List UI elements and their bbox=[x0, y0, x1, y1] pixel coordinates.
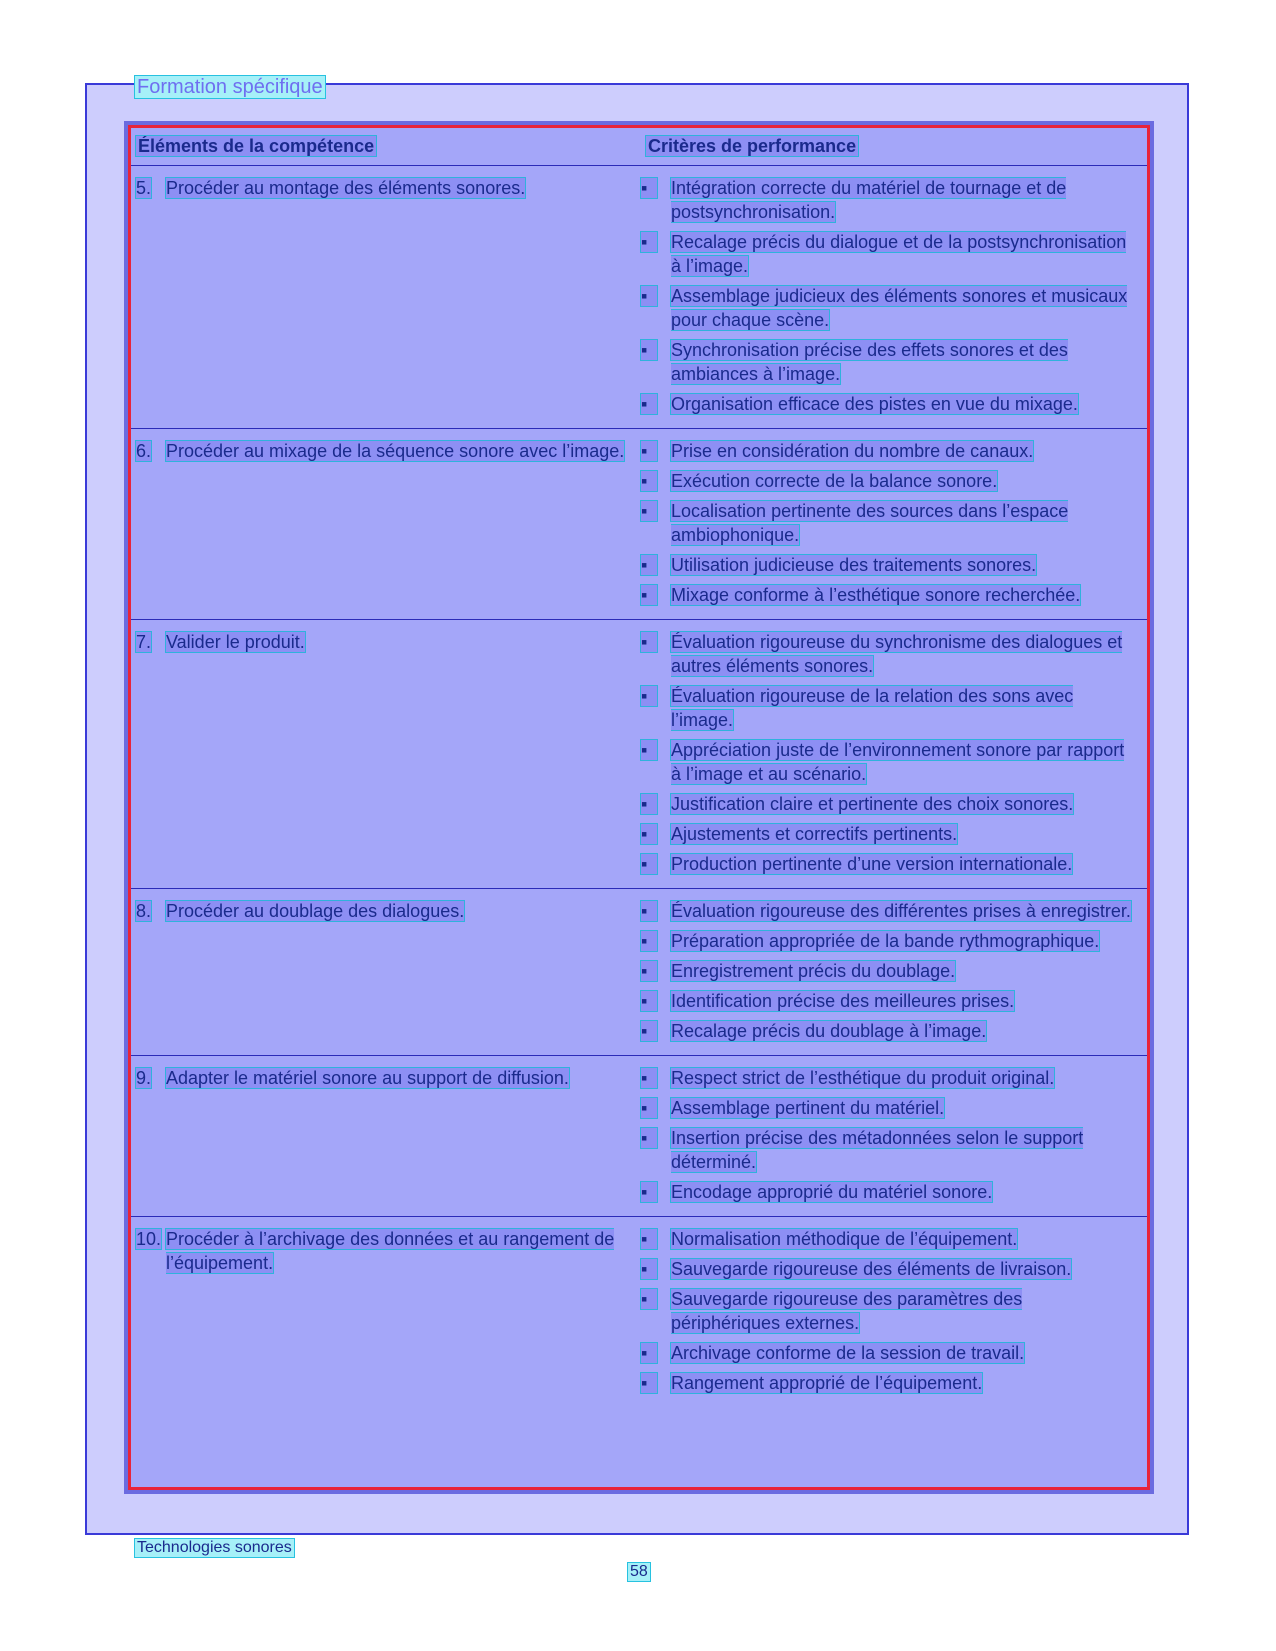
criteria-text: Insertion précise des métadonnées selon le support déterminé. bbox=[671, 1128, 1084, 1172]
bullet-icon: ▪ bbox=[641, 1180, 671, 1204]
criteria-cell bbox=[641, 1056, 1147, 1216]
element-text: Procéder au montage des éléments sonores. bbox=[166, 178, 526, 198]
bullet-icon: ▪ bbox=[641, 176, 671, 224]
table-row bbox=[131, 1217, 1147, 1407]
criteria-text: Identification précise des meilleures prises. bbox=[671, 991, 1015, 1011]
criteria-text: Assemblage pertinent du matériel. bbox=[671, 1098, 945, 1118]
criteria-item bbox=[641, 338, 1147, 386]
criteria-item bbox=[641, 738, 1147, 786]
element-cell bbox=[131, 166, 641, 428]
header-criteria: Critères de performance bbox=[648, 136, 857, 156]
bullet-icon: ▪ bbox=[641, 1257, 671, 1281]
criteria-item bbox=[641, 230, 1147, 278]
element-cell bbox=[131, 429, 641, 619]
element-text: Valider le produit. bbox=[166, 632, 305, 652]
criteria-text: Appréciation juste de l’environnement sonore par rapport à l’image et au scénario. bbox=[671, 740, 1125, 784]
criteria-item bbox=[641, 1257, 1147, 1281]
table-rows bbox=[131, 166, 1147, 1407]
bullet-icon: ▪ bbox=[641, 284, 671, 332]
criteria-item bbox=[641, 822, 1147, 846]
criteria-item bbox=[641, 959, 1147, 983]
bullet-icon: ▪ bbox=[641, 899, 671, 923]
bullet-icon: ▪ bbox=[641, 439, 671, 463]
criteria-text: Ajustements et correctifs pertinents. bbox=[671, 824, 958, 844]
footer-program: Technologies sonores bbox=[134, 1538, 295, 1558]
criteria-cell bbox=[641, 620, 1147, 888]
criteria-text: Encodage approprié du matériel sonore. bbox=[671, 1182, 993, 1202]
bullet-icon: ▪ bbox=[641, 630, 671, 678]
bullet-icon: ▪ bbox=[641, 583, 671, 607]
criteria-text: Production pertinente d’une version internationale. bbox=[671, 854, 1073, 874]
bullet-icon: ▪ bbox=[641, 738, 671, 786]
criteria-text: Exécution correcte de la balance sonore. bbox=[671, 471, 998, 491]
criteria-text: Respect strict de l’esthétique du produit original. bbox=[671, 1068, 1055, 1088]
criteria-item bbox=[641, 1180, 1147, 1204]
element-number: 10. bbox=[136, 1229, 162, 1249]
bullet-icon: ▪ bbox=[641, 338, 671, 386]
table-row bbox=[131, 889, 1147, 1056]
criteria-text: Rangement approprié de l’équipement. bbox=[671, 1373, 983, 1393]
criteria-item bbox=[641, 899, 1147, 923]
element-number: 5. bbox=[136, 178, 152, 198]
element-text: Adapter le matériel sonore au support de diffusion. bbox=[166, 1068, 569, 1088]
criteria-text: Recalage précis du dialogue et de la postsynchronisation à l’image. bbox=[671, 232, 1127, 276]
criteria-text: Évaluation rigoureuse des différentes prises à enregistrer. bbox=[671, 901, 1131, 921]
criteria-cell bbox=[641, 1217, 1147, 1407]
criteria-item bbox=[641, 1287, 1147, 1335]
bullet-icon: ▪ bbox=[641, 230, 671, 278]
criteria-item bbox=[641, 630, 1147, 678]
table-row bbox=[131, 166, 1147, 429]
criteria-text: Synchronisation précise des effets sonores et des ambiances à l’image. bbox=[671, 340, 1068, 384]
criteria-item bbox=[641, 1096, 1147, 1120]
element-cell bbox=[131, 1217, 641, 1407]
criteria-cell bbox=[641, 889, 1147, 1055]
bullet-icon: ▪ bbox=[641, 989, 671, 1013]
criteria-item bbox=[641, 989, 1147, 1013]
criteria-text: Évaluation rigoureuse du synchronisme des dialogues et autres éléments sonores. bbox=[671, 632, 1123, 676]
criteria-text: Normalisation méthodique de l’équipement. bbox=[671, 1229, 1018, 1249]
criteria-item bbox=[641, 1019, 1147, 1043]
competence-table bbox=[124, 121, 1154, 1494]
criteria-text: Prise en considération du nombre de canaux. bbox=[671, 441, 1034, 461]
table-row bbox=[131, 1056, 1147, 1217]
criteria-text: Enregistrement précis du doublage. bbox=[671, 961, 956, 981]
criteria-text: Sauvegarde rigoureuse des éléments de livraison. bbox=[671, 1259, 1072, 1279]
element-cell bbox=[131, 889, 641, 1055]
table-row bbox=[131, 620, 1147, 889]
bullet-icon: ▪ bbox=[641, 1227, 671, 1251]
page-number: 58 bbox=[627, 1562, 651, 1582]
element-text: Procéder à l’archivage des données et au rangement de l’équipement. bbox=[166, 1229, 615, 1273]
criteria-item bbox=[641, 1371, 1147, 1395]
criteria-text: Localisation pertinente des sources dans l’espace ambiophonique. bbox=[671, 501, 1069, 545]
table-body bbox=[128, 125, 1150, 1490]
criteria-text: Intégration correcte du matériel de tournage et de postsynchronisation. bbox=[671, 178, 1067, 222]
criteria-text: Justification claire et pertinente des choix sonores. bbox=[671, 794, 1074, 814]
criteria-text: Assemblage judicieux des éléments sonores et musicaux pour chaque scène. bbox=[671, 286, 1128, 330]
bullet-icon: ▪ bbox=[641, 822, 671, 846]
criteria-cell bbox=[641, 429, 1147, 619]
criteria-item bbox=[641, 469, 1147, 493]
criteria-item bbox=[641, 392, 1147, 416]
criteria-text: Évaluation rigoureuse de la relation des sons avec l’image. bbox=[671, 686, 1074, 730]
criteria-item bbox=[641, 1341, 1147, 1365]
criteria-text: Mixage conforme à l’esthétique sonore recherchée. bbox=[671, 585, 1081, 605]
criteria-item bbox=[641, 684, 1147, 732]
bullet-icon: ▪ bbox=[641, 392, 671, 416]
table-header bbox=[131, 128, 1147, 166]
bullet-icon: ▪ bbox=[641, 1019, 671, 1043]
bullet-icon: ▪ bbox=[641, 1066, 671, 1090]
element-text: Procéder au doublage des dialogues. bbox=[166, 901, 465, 921]
header-elements: Éléments de la compétence bbox=[138, 136, 375, 156]
criteria-item bbox=[641, 176, 1147, 224]
criteria-item bbox=[641, 1126, 1147, 1174]
criteria-text: Organisation efficace des pistes en vue du mixage. bbox=[671, 394, 1078, 414]
element-cell bbox=[131, 1056, 641, 1216]
criteria-text: Préparation appropriée de la bande rythmographique. bbox=[671, 931, 1100, 951]
element-number: 9. bbox=[136, 1068, 152, 1088]
bullet-icon: ▪ bbox=[641, 792, 671, 816]
table-row bbox=[131, 429, 1147, 620]
criteria-text: Sauvegarde rigoureuse des paramètres des périphériques externes. bbox=[671, 1289, 1023, 1333]
element-text: Procéder au mixage de la séquence sonore avec l’image. bbox=[166, 441, 625, 461]
criteria-item bbox=[641, 583, 1147, 607]
bullet-icon: ▪ bbox=[641, 469, 671, 493]
bullet-icon: ▪ bbox=[641, 1287, 671, 1335]
criteria-item bbox=[641, 929, 1147, 953]
criteria-item bbox=[641, 284, 1147, 332]
criteria-item bbox=[641, 553, 1147, 577]
element-number: 7. bbox=[136, 632, 152, 652]
bullet-icon: ▪ bbox=[641, 684, 671, 732]
criteria-item bbox=[641, 852, 1147, 876]
criteria-item bbox=[641, 792, 1147, 816]
bullet-icon: ▪ bbox=[641, 1371, 671, 1395]
bullet-icon: ▪ bbox=[641, 929, 671, 953]
criteria-text: Recalage précis du doublage à l’image. bbox=[671, 1021, 987, 1041]
section-title: Formation spécifique bbox=[134, 75, 326, 99]
criteria-item bbox=[641, 1066, 1147, 1090]
bullet-icon: ▪ bbox=[641, 1341, 671, 1365]
element-number: 6. bbox=[136, 441, 152, 461]
bullet-icon: ▪ bbox=[641, 499, 671, 547]
criteria-text: Utilisation judicieuse des traitements sonores. bbox=[671, 555, 1037, 575]
bullet-icon: ▪ bbox=[641, 1126, 671, 1174]
bullet-icon: ▪ bbox=[641, 959, 671, 983]
element-number: 8. bbox=[136, 901, 152, 921]
bullet-icon: ▪ bbox=[641, 852, 671, 876]
bullet-icon: ▪ bbox=[641, 1096, 671, 1120]
bullet-icon: ▪ bbox=[641, 553, 671, 577]
criteria-cell bbox=[641, 166, 1147, 428]
criteria-item bbox=[641, 439, 1147, 463]
criteria-item bbox=[641, 499, 1147, 547]
element-cell bbox=[131, 620, 641, 888]
criteria-item bbox=[641, 1227, 1147, 1251]
criteria-text: Archivage conforme de la session de travail. bbox=[671, 1343, 1025, 1363]
